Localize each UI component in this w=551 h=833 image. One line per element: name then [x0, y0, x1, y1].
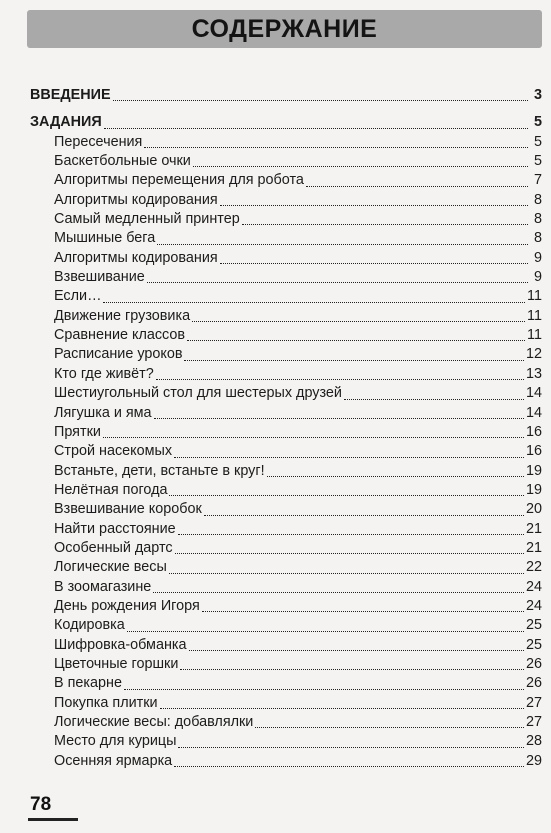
dot-leader [255, 726, 524, 728]
dot-leader [180, 668, 524, 670]
toc-entry-label: Осенняя ярмарка [54, 752, 173, 769]
toc-page-number: 11 [527, 307, 542, 324]
dot-leader [169, 494, 524, 496]
dot-leader [174, 456, 524, 458]
toc-page-number: 9 [533, 249, 542, 266]
toc-entry[interactable] [30, 191, 542, 210]
dot-leader [103, 301, 525, 303]
toc-entry-label: Алгоритмы кодирования [54, 249, 218, 266]
toc-page-number: 7 [533, 172, 542, 189]
toc-section-label: ЗАДАНИЯ [30, 114, 102, 131]
toc-entry[interactable] [30, 636, 542, 655]
toc-entry[interactable] [30, 655, 542, 674]
dot-leader [169, 572, 524, 574]
toc-page-number: 28 [525, 733, 542, 750]
toc-page-number: 19 [525, 481, 542, 498]
toc-entry-label: Баскетбольные очки [54, 153, 191, 170]
toc-page-number: 13 [525, 365, 542, 382]
toc-entry-label: Строй насекомых [54, 443, 173, 460]
dot-leader [178, 746, 524, 748]
toc-section-introduction[interactable] [30, 86, 542, 105]
page-number: 78 [30, 794, 52, 815]
toc-entry[interactable] [30, 152, 542, 171]
toc-page-number: 29 [525, 752, 542, 769]
toc-entry[interactable] [30, 694, 542, 713]
toc-entry-label: Мышиные бега [54, 230, 156, 247]
toc-page-number: 25 [525, 636, 542, 653]
toc-entry-label: Лягушка и яма [54, 404, 152, 421]
toc-entry[interactable] [30, 307, 542, 326]
dot-leader [178, 533, 524, 535]
toc-page-number: 27 [525, 694, 542, 711]
toc-entry-label: В зоомагазине [54, 578, 152, 595]
toc-page-number: 11 [527, 327, 542, 344]
page-number-underline [28, 818, 78, 821]
toc-page-number: 27 [525, 714, 542, 730]
toc-entry-label: Сравнение классов [54, 327, 186, 344]
dot-leader [160, 707, 524, 709]
toc-entry-label: Найти расстояние [54, 520, 176, 537]
toc-page-number: 16 [525, 443, 542, 460]
toc-page-number: 25 [525, 617, 542, 634]
toc-section-tasks[interactable] [30, 113, 542, 132]
dot-leader [344, 398, 524, 400]
toc-page-number: 14 [525, 385, 542, 402]
dot-leader [127, 630, 524, 632]
toc-page-number: 5 [533, 114, 542, 131]
toc-entry-label: Шифровка-обманка [54, 636, 187, 653]
toc-entry[interactable] [30, 539, 542, 558]
toc-entry-label: Встаньте, дети, встаньте в круг! [54, 462, 265, 479]
dot-leader [156, 378, 524, 380]
toc-entry-label: Особенный дартс [54, 539, 173, 556]
toc-entry[interactable] [30, 578, 542, 597]
dot-leader [267, 475, 524, 477]
dot-leader [204, 514, 524, 516]
dot-leader [192, 320, 525, 322]
toc-entry-label: Покупка плитки [54, 694, 158, 711]
toc-entry[interactable] [30, 481, 542, 500]
toc-page-number: 9 [533, 269, 542, 286]
toc-entry-label: Цветочные горшки [54, 655, 179, 672]
toc-page-number: 26 [525, 655, 542, 672]
toc-entry[interactable] [30, 210, 542, 229]
dot-leader [154, 417, 524, 419]
toc-entry[interactable] [30, 462, 542, 481]
table-of-contents [30, 86, 542, 771]
dot-leader [124, 688, 524, 690]
toc-entry[interactable] [30, 442, 542, 461]
toc-entry[interactable] [30, 520, 542, 539]
dot-leader [113, 99, 528, 101]
toc-page-number: 11 [527, 288, 542, 305]
dot-leader [220, 262, 528, 264]
toc-page-number: 16 [525, 423, 542, 440]
toc-entry[interactable] [30, 500, 542, 519]
toc-section-label: ВВЕДЕНИЕ [30, 87, 111, 103]
toc-entry[interactable] [30, 713, 542, 732]
toc-page-number: 21 [525, 539, 542, 556]
toc-entry-label: Самый медленный принтер [54, 211, 240, 228]
dot-leader [189, 649, 524, 651]
toc-page-number: 19 [525, 462, 542, 479]
toc-page-number: 24 [525, 578, 542, 595]
toc-entry-label: Алгоритмы кодирования [54, 191, 218, 208]
toc-page-number: 20 [525, 501, 542, 518]
toc-entry[interactable] [30, 133, 542, 152]
toc-entry-label: День рождения Игоря [54, 597, 200, 614]
toc-entry-label: Расписание уроков [54, 346, 183, 363]
toc-entry[interactable] [30, 365, 542, 384]
dot-leader [202, 610, 524, 612]
toc-page-number: 12 [525, 346, 542, 363]
toc-entry-label: Кто где живёт? [54, 365, 154, 382]
toc-entry-label: Логические весы: добавлялки [54, 714, 254, 730]
dot-leader [306, 185, 528, 187]
toc-entry[interactable] [30, 674, 542, 693]
toc-entry[interactable] [30, 558, 542, 577]
toc-entry-label: Логические весы [54, 559, 167, 576]
dot-leader [157, 243, 528, 245]
toc-entry[interactable] [30, 229, 542, 248]
toc-entry[interactable] [30, 752, 542, 771]
toc-entry-label: Взвешивание коробок [54, 501, 202, 518]
dot-leader [220, 204, 528, 206]
dot-leader [187, 339, 525, 341]
toc-entry[interactable] [30, 345, 542, 364]
toc-entry[interactable] [30, 326, 542, 345]
page-title: СОДЕРЖАНИЕ [191, 15, 378, 43]
toc-entry-label: Пересечения [54, 133, 143, 150]
dot-leader [144, 146, 528, 148]
toc-entry[interactable] [30, 423, 542, 442]
dot-leader [175, 552, 524, 554]
toc-entry[interactable] [30, 597, 542, 616]
toc-entry[interactable] [30, 404, 542, 423]
toc-page-number: 24 [525, 597, 542, 614]
toc-page-number: 21 [525, 520, 542, 537]
toc-entry-label: Нелётная погода [54, 481, 168, 498]
toc-entry-label: Кодировка [54, 617, 125, 634]
toc-entry-label: Шестиугольный стол для шестерых друзей [54, 385, 342, 402]
toc-entry-label: Взвешивание [54, 269, 145, 286]
dot-leader [103, 436, 524, 438]
toc-entry[interactable] [30, 268, 542, 287]
title-banner [27, 10, 542, 48]
toc-entry[interactable] [30, 171, 542, 190]
dot-leader [193, 165, 528, 167]
toc-page-number: 26 [525, 675, 542, 692]
toc-entry-label: Прятки [54, 423, 101, 440]
toc-entry[interactable] [30, 249, 542, 268]
toc-entry-label: Место для курицы [54, 733, 177, 750]
toc-page-number: 8 [533, 211, 542, 228]
toc-page-number: 5 [533, 153, 542, 170]
toc-entries [30, 133, 542, 771]
toc-page-number: 5 [533, 133, 542, 150]
toc-entry-label: Алгоритмы перемещения для робота [54, 172, 304, 189]
toc-entry[interactable] [30, 732, 542, 751]
toc-entry[interactable] [30, 616, 542, 635]
toc-page-number: 8 [533, 191, 542, 208]
toc-entry-label: В пекарне [54, 675, 122, 692]
toc-entry-label: Движение грузовика [54, 307, 191, 324]
toc-page-number: 22 [525, 559, 542, 576]
toc-entry[interactable] [30, 287, 542, 306]
toc-page-number: 14 [525, 404, 542, 421]
dot-leader [147, 281, 528, 283]
toc-entry-label: Если… [54, 288, 102, 305]
dot-leader [104, 127, 528, 129]
dot-leader [184, 359, 524, 361]
dot-leader [242, 223, 528, 225]
dot-leader [153, 591, 524, 593]
toc-page-number: 8 [533, 230, 542, 247]
dot-leader [174, 765, 524, 767]
toc-entry[interactable] [30, 384, 542, 403]
toc-page-number: 3 [533, 87, 542, 103]
